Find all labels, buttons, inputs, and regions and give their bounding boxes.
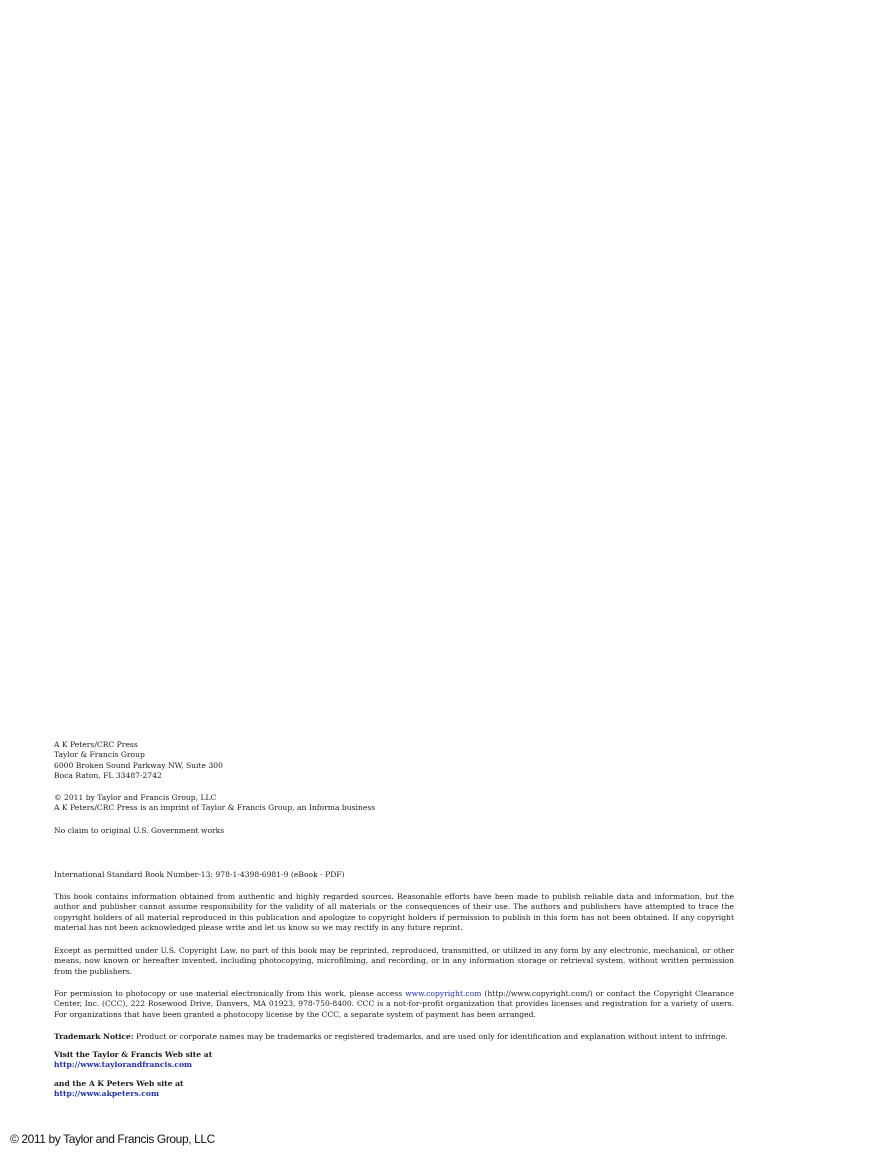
akp-website-link[interactable]: http://www.akpeters.com bbox=[54, 1089, 159, 1099]
permission-paragraph bbox=[54, 946, 734, 977]
photocopy-text-after: (http://www.copyright.com/) or contact the Copyright Clearance Center, Inc. (CCC), 222 Rosewood Drive, Danvers, MA 01923, 978-750-8400. CCC is a not-for-profit organization that provides licenses and registration for a variety of users. For organizations that have been granted a photocopy license by the CCC, a separate system of payment has been arranged. bbox=[54, 989, 734, 1019]
tf-website-link[interactable]: http://www.taylorandfrancis.com bbox=[54, 1060, 193, 1070]
tf-website-block bbox=[54, 1050, 734, 1071]
photocopy-text-before: For permission to photocopy or use material electronically from this work, please access bbox=[54, 989, 406, 998]
copyright-block bbox=[54, 793, 734, 814]
tf-website-label: Visit the Taylor & Francis Web site at bbox=[54, 1050, 213, 1059]
akp-website-label: and the A K Peters Web site at bbox=[54, 1079, 184, 1088]
publisher-group: Taylor & Francis Group bbox=[54, 750, 145, 760]
copyright-line: © 2011 by Taylor and Francis Group, LLC bbox=[54, 793, 217, 802]
publisher-address bbox=[54, 740, 734, 782]
photocopy-text bbox=[54, 989, 734, 1020]
reliability-paragraph bbox=[54, 892, 734, 934]
permission-text: Except as permitted under U.S. Copyright Law, no part of this book may be reprinted, reproduced, transmitted, or utilized in any form by any electronic, mechanical, or other means, now known or hereafter invented, including photocopying, microfilming, and recording, or in any information storage or retrieval system, without written permission from the publishers. bbox=[54, 946, 734, 976]
trademark-body: Product or corporate names may be trademarks or registered trademarks, and are used only for identification and explanation without intent to infringe. bbox=[133, 1032, 728, 1041]
publisher-address-line1: 6000 Broken Sound Parkway NW, Suite 300 bbox=[54, 760, 223, 770]
reliability-text: This book contains information obtained from authentic and highly regarded sources. Reasonable efforts have been made to publish reliable data and information, but the author and publisher cannot assume responsibility for the validity of all materials or the consequences of their use. The authors and publishers have attempted to trace the copyright holders of all material reproduced in this publication and apologize to copyright holders if permission to publish in this form has not been obtained. If any copyright material has not been acknowledged please write and let us know so we may rectify in any future reprint. bbox=[54, 892, 734, 933]
copyright-com-link[interactable]: www.copyright.com bbox=[405, 989, 482, 998]
photocopy-paragraph bbox=[54, 989, 734, 1020]
trademark-text bbox=[54, 1032, 734, 1042]
page-footer-copyright: © 2011 by Taylor and Francis Group, LLC bbox=[10, 1132, 215, 1146]
trademark-notice bbox=[54, 1032, 734, 1042]
akp-website-block bbox=[54, 1079, 734, 1100]
publisher-address-line2: Boca Raton, FL 33487-2742 bbox=[54, 771, 162, 781]
imprint-line: A K Peters/CRC Press is an imprint of Taylor & Francis Group, an Informa business bbox=[54, 803, 376, 813]
trademark-label: Trademark Notice: bbox=[54, 1032, 134, 1041]
isbn-block bbox=[54, 870, 734, 880]
government-line: No claim to original U.S. Government works bbox=[54, 826, 225, 835]
government-notice bbox=[54, 826, 734, 836]
isbn-line: International Standard Book Number-13: 978-1-4398-6981-9 (eBook - PDF) bbox=[54, 870, 345, 879]
publisher-name: A K Peters/CRC Press bbox=[54, 740, 138, 749]
